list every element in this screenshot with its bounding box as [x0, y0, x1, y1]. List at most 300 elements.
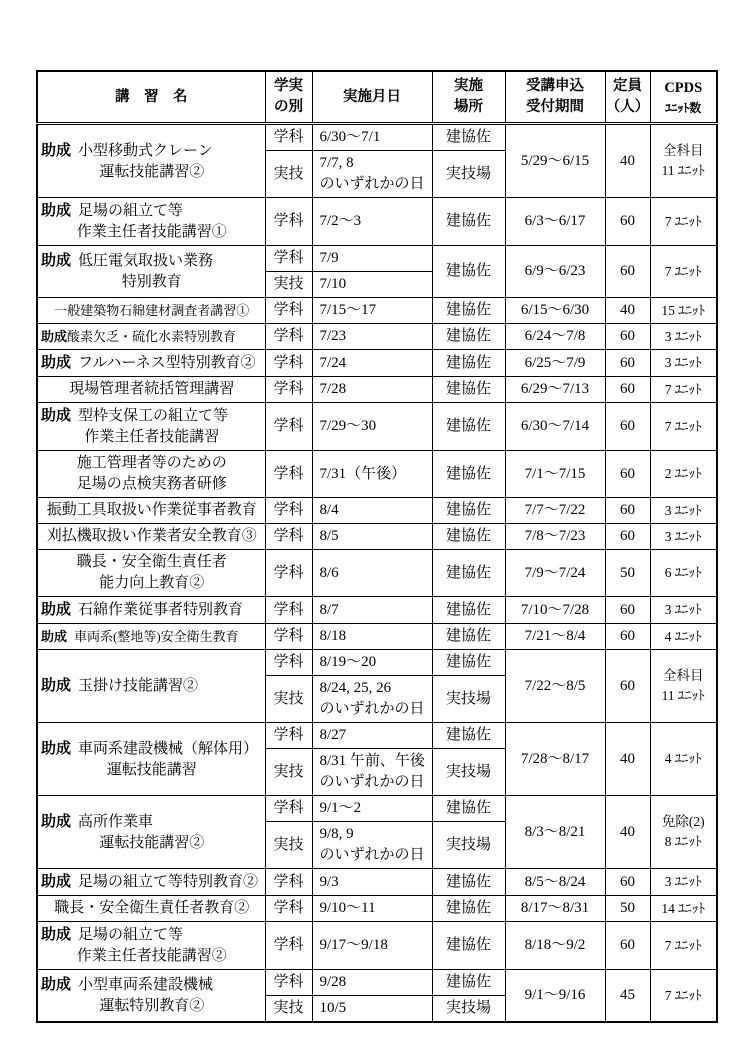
cpds-units-cell	[650, 498, 717, 524]
session-date-cell	[312, 403, 432, 451]
course-row	[37, 451, 717, 498]
cpds-line: 11 ﾕﾆｯﾄ	[661, 163, 705, 178]
course-name-text: 小型車両系建設機械	[78, 977, 214, 993]
course-name-text: 足場の組立て等	[78, 927, 184, 943]
cpds-line: 3 ﾕﾆｯﾄ	[664, 328, 702, 344]
course-name-text: 玉掛け技能講習②	[78, 678, 199, 694]
capacity-cell: 60	[605, 324, 650, 350]
header-venue: 実施 場所	[432, 71, 505, 124]
session-type-cell: 学科	[265, 869, 312, 896]
cpds-line: 3 ﾕﾆｯﾄ	[664, 528, 702, 544]
course-name-text: 車両系(整地等)安全衛生教育	[74, 629, 239, 644]
course-name-cell	[37, 377, 265, 403]
subsidy-badge: 助成	[41, 407, 72, 424]
venue-cell: 建協佐	[432, 298, 505, 324]
cpds-units-cell	[650, 124, 717, 198]
cpds-units-cell	[650, 624, 717, 650]
application-period-cell: 6/29～7/13	[505, 377, 605, 403]
date-line: 7/10	[319, 276, 347, 292]
application-period-cell: 8/17～8/31	[505, 896, 605, 922]
course-row	[37, 650, 717, 676]
capacity-cell: 60	[605, 869, 650, 896]
venue-cell: 実技場	[432, 749, 505, 796]
session-type-cell: 学科	[265, 650, 312, 676]
date-line: 9/10～11	[319, 900, 376, 916]
course-name-line	[41, 871, 263, 893]
course-name-line: 施工管理者等のための	[76, 455, 227, 471]
header-date: 実施月日	[312, 71, 432, 124]
subsidy-badge: 助成	[41, 926, 72, 943]
cpds-units-cell	[650, 922, 717, 970]
session-date-cell	[312, 550, 432, 597]
course-name-cell	[37, 550, 265, 597]
cpds-line: 3 ﾕﾆｯﾄ	[664, 355, 702, 370]
session-type-cell: 学科	[265, 550, 312, 597]
course-name-line: 能力向上教育②	[99, 575, 205, 591]
session-type-cell: 実技	[265, 272, 312, 298]
venue-cell: 建協佐	[432, 970, 505, 996]
course-row	[37, 624, 717, 650]
course-name-line	[41, 675, 263, 697]
cpds-line: 全科目	[663, 668, 704, 683]
course-row	[37, 922, 717, 970]
session-type-cell: 学科	[265, 324, 312, 350]
course-row	[37, 377, 717, 403]
header-lecture-practical: 学実 の別	[265, 71, 312, 124]
cpds-units-cell	[650, 198, 717, 246]
session-date-cell	[312, 922, 432, 970]
application-period-cell: 8/3～8/21	[505, 796, 605, 869]
course-name-line: 職長・安全衛生責任者	[76, 554, 227, 570]
session-type-cell: 学科	[265, 377, 312, 403]
session-type-cell: 学科	[265, 298, 312, 324]
session-type-cell: 学科	[265, 350, 312, 377]
header-course-name: 講 習 名	[37, 71, 265, 124]
subsidy-badge: 助成	[41, 976, 72, 993]
table-header	[37, 71, 717, 124]
date-line: 8/5	[319, 528, 339, 544]
application-period-cell: 7/21～8/4	[505, 624, 605, 650]
capacity-cell: 60	[605, 650, 650, 723]
venue-cell: 建協佐	[432, 922, 505, 970]
date-line: 7/23	[319, 328, 347, 344]
course-name-line: 運転特別教育②	[99, 998, 205, 1014]
cpds-units-cell	[650, 970, 717, 1023]
course-name-cell	[37, 796, 265, 869]
subsidy-badge: 助成	[41, 141, 72, 159]
course-name-cell	[37, 896, 265, 922]
subsidy-badge: 助成	[41, 252, 72, 269]
course-name-line	[41, 200, 263, 222]
capacity-cell: 40	[605, 124, 650, 198]
cpds-units-cell	[650, 796, 717, 869]
cpds-line: 7 ﾕﾆｯﾄ	[664, 418, 702, 434]
course-table-body	[37, 124, 717, 1023]
cpds-line: 3 ﾕﾆｯﾄ	[664, 602, 702, 617]
session-date-cell	[312, 676, 432, 723]
course-name-text: 高所作業車	[78, 813, 154, 830]
cpds-line: 7 ﾕﾆｯﾄ	[664, 381, 702, 397]
session-date-cell	[312, 624, 432, 650]
venue-cell: 実技場	[432, 676, 505, 723]
subsidy-badge: 助成	[41, 202, 72, 219]
date-line: 8/31 午前、午後	[319, 753, 425, 769]
session-date-cell	[312, 124, 432, 151]
session-type-cell: 学科	[265, 498, 312, 524]
header-cpds-units: CPDS ﾕﾆｯﾄ数	[650, 71, 717, 124]
capacity-cell: 40	[605, 723, 650, 796]
session-date-cell	[312, 324, 432, 350]
date-line: のいずれかの日	[319, 847, 425, 863]
venue-cell: 建協佐	[432, 377, 505, 403]
session-type-cell: 学科	[265, 896, 312, 922]
application-period-cell: 6/30～7/14	[505, 403, 605, 451]
course-schedule-table	[36, 70, 718, 1023]
capacity-cell: 60	[605, 597, 650, 624]
course-name-text: 型枠支保工の組立て等	[78, 408, 229, 424]
date-line: 8/7	[319, 601, 339, 618]
cpds-units-cell	[650, 723, 717, 796]
application-period-cell: 8/18～9/2	[505, 922, 605, 970]
date-line: 8/27	[319, 727, 347, 743]
subsidy-badge: 助成	[41, 629, 68, 644]
course-name-line: 運転技能講習②	[99, 163, 205, 180]
venue-cell: 建協佐	[432, 403, 505, 451]
session-type-cell: 実技	[265, 996, 312, 1023]
course-row	[37, 550, 717, 597]
date-line: 7/29～30	[319, 418, 377, 434]
date-line: 6/30～7/1	[319, 129, 381, 145]
cpds-units-cell	[650, 597, 717, 624]
cpds-units-cell	[650, 550, 717, 597]
course-name-text: 車両系建設機械（解体用）	[78, 740, 259, 757]
cpds-units-cell	[650, 451, 717, 498]
course-name-line	[41, 250, 263, 272]
course-name-line	[41, 326, 263, 347]
cpds-units-cell	[650, 524, 717, 550]
session-date-cell	[312, 869, 432, 896]
session-date-cell	[312, 996, 432, 1023]
capacity-cell: 40	[605, 298, 650, 324]
application-period-cell: 7/1～7/15	[505, 451, 605, 498]
venue-cell: 建協佐	[432, 524, 505, 550]
header-row	[37, 71, 717, 124]
capacity-cell: 60	[605, 498, 650, 524]
date-line: 8/4	[319, 502, 339, 518]
date-line: 9/28	[319, 974, 347, 990]
capacity-cell: 60	[605, 403, 650, 451]
session-date-cell	[312, 822, 432, 869]
venue-cell: 建協佐	[432, 246, 505, 298]
course-name-text: 石綿作業従事者特別教育	[78, 602, 244, 618]
application-period-cell: 7/28～8/17	[505, 723, 605, 796]
date-line: 9/8, 9	[319, 826, 354, 842]
capacity-cell: 60	[605, 246, 650, 298]
date-line: 8/6	[319, 564, 339, 581]
subsidy-badge: 助成	[41, 329, 68, 344]
session-date-cell	[312, 896, 432, 922]
course-name-line	[41, 974, 263, 996]
date-line: 9/3	[319, 873, 339, 890]
cpds-units-cell	[650, 246, 717, 298]
capacity-cell: 60	[605, 350, 650, 377]
application-period-cell: 6/24～7/8	[505, 324, 605, 350]
session-date-cell	[312, 298, 432, 324]
course-name-line: 一般建築物石綿建材調査者講習①	[54, 303, 250, 318]
application-period-cell: 7/10～7/28	[505, 597, 605, 624]
date-line: 7/2～3	[319, 213, 362, 229]
course-name-cell	[37, 246, 265, 298]
session-date-cell	[312, 723, 432, 749]
session-date-cell	[312, 650, 432, 676]
capacity-cell: 60	[605, 451, 650, 498]
application-period-cell: 6/25～7/9	[505, 350, 605, 377]
application-period-cell: 5/29～6/15	[505, 124, 605, 198]
subsidy-badge: 助成	[41, 677, 72, 694]
capacity-cell: 50	[605, 896, 650, 922]
header-application-period: 受講申込 受付期間	[505, 71, 605, 124]
course-row	[37, 896, 717, 922]
course-name-line	[41, 405, 263, 427]
session-date-cell	[312, 272, 432, 298]
session-date-cell	[312, 749, 432, 796]
application-period-cell: 7/7～7/22	[505, 498, 605, 524]
venue-cell: 建協佐	[432, 198, 505, 246]
subsidy-badge: 助成	[41, 739, 72, 757]
course-name-cell	[37, 597, 265, 624]
course-name-cell	[37, 922, 265, 970]
session-date-cell	[312, 198, 432, 246]
session-type-cell: 学科	[265, 403, 312, 451]
course-name-cell	[37, 324, 265, 350]
course-name-cell	[37, 869, 265, 896]
capacity-cell: 60	[605, 624, 650, 650]
course-name-line	[41, 924, 263, 946]
course-name-cell	[37, 650, 265, 723]
course-name-cell	[37, 298, 265, 324]
course-row	[37, 869, 717, 896]
capacity-cell: 60	[605, 377, 650, 403]
session-date-cell	[312, 350, 432, 377]
venue-cell: 建協佐	[432, 624, 505, 650]
date-line: 9/1～2	[319, 800, 362, 816]
application-period-cell: 6/15～6/30	[505, 298, 605, 324]
course-name-text: 低圧電気取扱い業務	[78, 253, 214, 269]
cpds-units-cell	[650, 869, 717, 896]
session-type-cell: 学科	[265, 796, 312, 822]
application-period-cell: 6/3～6/17	[505, 198, 605, 246]
application-period-cell: 8/5～8/24	[505, 869, 605, 896]
course-name-line	[41, 626, 263, 647]
course-name-text: 足場の組立て等	[78, 203, 184, 219]
cpds-line: 4 ﾕﾆｯﾄ	[664, 628, 702, 644]
cpds-units-cell	[650, 350, 717, 377]
subsidy-badge: 助成	[41, 873, 72, 890]
course-row	[37, 298, 717, 324]
cpds-line: 7 ﾕﾆｯﾄ	[664, 987, 702, 1003]
venue-cell: 建協佐	[432, 796, 505, 822]
date-line: 7/24	[319, 354, 347, 371]
capacity-cell: 60	[605, 524, 650, 550]
cpds-line: 7 ﾕﾆｯﾄ	[664, 937, 702, 953]
session-type-cell: 実技	[265, 151, 312, 198]
venue-cell: 建協佐	[432, 324, 505, 350]
course-row	[37, 524, 717, 550]
course-name-cell	[37, 124, 265, 198]
course-row	[37, 124, 717, 151]
venue-cell: 建協佐	[432, 124, 505, 151]
course-name-cell	[37, 723, 265, 796]
cpds-units-cell	[650, 298, 717, 324]
header-capacity: 定員 （人）	[605, 71, 650, 124]
course-name-line: 作業主任者技能講習	[84, 429, 220, 445]
application-period-cell: 7/22～8/5	[505, 650, 605, 723]
venue-cell: 建協佐	[432, 350, 505, 377]
session-type-cell: 学科	[265, 597, 312, 624]
course-name-text: 酸素欠乏・硫化水素特別教育	[67, 329, 237, 344]
session-type-cell: 実技	[265, 822, 312, 869]
cpds-line: 全科目	[663, 143, 704, 158]
date-line: 8/18	[319, 628, 347, 644]
course-name-cell	[37, 498, 265, 524]
cpds-line: 4 ﾕﾆｯﾄ	[664, 751, 702, 766]
course-name-text: 足場の組立て等特別教育②	[78, 874, 259, 890]
session-type-cell: 学科	[265, 124, 312, 151]
venue-cell: 建協佐	[432, 869, 505, 896]
capacity-cell: 60	[605, 198, 650, 246]
application-period-cell: 6/9～6/23	[505, 246, 605, 298]
date-line: 7/7, 8	[319, 155, 354, 171]
course-name-line: 現場管理者統括管理講習	[69, 381, 235, 397]
cpds-line: 2 ﾕﾆｯﾄ	[664, 466, 702, 481]
cpds-line: 7 ﾕﾆｯﾄ	[664, 213, 702, 229]
session-type-cell: 学科	[265, 524, 312, 550]
session-type-cell: 実技	[265, 749, 312, 796]
course-name-text: フルハーネス型特別教育②	[78, 355, 256, 371]
course-name-line: 刈払機取扱い作業者安全教育③	[46, 528, 257, 544]
date-line: 9/17～9/18	[319, 937, 388, 953]
date-line: 7/28	[319, 381, 347, 397]
venue-cell: 建協佐	[432, 550, 505, 597]
venue-cell: 実技場	[432, 822, 505, 869]
session-date-cell	[312, 498, 432, 524]
venue-cell: 実技場	[432, 151, 505, 198]
session-date-cell	[312, 377, 432, 403]
date-line: 7/15～17	[319, 302, 377, 318]
session-type-cell: 学科	[265, 970, 312, 996]
cpds-line: 6 ﾕﾆｯﾄ	[664, 565, 702, 580]
subsidy-badge: 助成	[41, 812, 72, 830]
course-name-line: 作業主任者技能講習②	[76, 948, 227, 964]
course-name-cell	[37, 350, 265, 377]
session-type-cell: 学科	[265, 922, 312, 970]
course-name-line: 職長・安全衛生責任者教育②	[54, 900, 250, 916]
cpds-line: 15 ﾕﾆｯﾄ	[661, 302, 706, 318]
cpds-line: 11 ﾕﾆｯﾄ	[661, 688, 705, 703]
venue-cell: 建協佐	[432, 498, 505, 524]
course-name-cell	[37, 198, 265, 246]
course-row	[37, 796, 717, 822]
course-name-cell	[37, 624, 265, 650]
course-name-line	[41, 599, 263, 621]
course-row	[37, 498, 717, 524]
cpds-line: 14 ﾕﾆｯﾄ	[661, 900, 706, 916]
course-name-cell	[37, 403, 265, 451]
session-date-cell	[312, 524, 432, 550]
course-row	[37, 597, 717, 624]
application-period-cell: 7/8～7/23	[505, 524, 605, 550]
application-period-cell: 9/1～9/16	[505, 970, 605, 1023]
venue-cell: 建協佐	[432, 723, 505, 749]
session-date-cell	[312, 151, 432, 198]
session-date-cell	[312, 246, 432, 272]
course-name-line: 足場の点検実務者研修	[76, 476, 227, 492]
cpds-units-cell	[650, 650, 717, 723]
course-row	[37, 246, 717, 272]
cpds-units-cell	[650, 377, 717, 403]
date-line: のいずれかの日	[319, 176, 425, 192]
course-name-cell	[37, 524, 265, 550]
venue-cell: 建協佐	[432, 650, 505, 676]
session-type-cell: 学科	[265, 198, 312, 246]
course-row	[37, 403, 717, 451]
subsidy-badge: 助成	[41, 601, 72, 618]
session-type-cell: 実技	[265, 676, 312, 723]
course-name-line: 振動工具取扱い作業従事者教育	[46, 502, 257, 518]
venue-cell: 建協佐	[432, 896, 505, 922]
course-name-line: 作業主任者技能講習①	[76, 224, 227, 240]
course-name-line: 特別教育	[121, 274, 182, 290]
course-name-line	[41, 352, 263, 374]
course-name-line: 運転技能講習②	[99, 834, 205, 851]
course-name-cell	[37, 451, 265, 498]
cpds-line: 7 ﾕﾆｯﾄ	[664, 263, 702, 279]
cpds-units-cell	[650, 324, 717, 350]
application-period-cell: 7/9～7/24	[505, 550, 605, 597]
date-line: 8/24, 25, 26	[319, 680, 392, 696]
venue-cell: 建協佐	[432, 597, 505, 624]
course-name-line: 運転技能講習	[106, 761, 197, 778]
course-row	[37, 198, 717, 246]
course-row	[37, 970, 717, 996]
session-type-cell: 学科	[265, 723, 312, 749]
course-name-line	[41, 140, 263, 162]
subsidy-badge: 助成	[41, 354, 72, 371]
capacity-cell: 50	[605, 550, 650, 597]
date-line: のいずれかの日	[319, 774, 425, 790]
cpds-units-cell	[650, 896, 717, 922]
cpds-line: 8 ﾕﾆｯﾄ	[664, 834, 702, 849]
date-line: 7/31（午後）	[319, 465, 407, 482]
session-date-cell	[312, 597, 432, 624]
date-line: 7/9	[319, 250, 339, 266]
cpds-line: 免除(2)	[661, 814, 705, 829]
session-date-cell	[312, 451, 432, 498]
session-type-cell: 学科	[265, 246, 312, 272]
course-row	[37, 723, 717, 749]
session-date-cell	[312, 796, 432, 822]
cpds-units-cell	[650, 403, 717, 451]
capacity-cell: 60	[605, 922, 650, 970]
capacity-cell: 45	[605, 970, 650, 1023]
course-name-line	[41, 811, 263, 833]
date-line: 8/19～20	[319, 654, 377, 670]
course-row	[37, 350, 717, 377]
date-line: 10/5	[319, 1000, 347, 1016]
cpds-line: 3 ﾕﾆｯﾄ	[664, 874, 702, 889]
course-name-cell	[37, 970, 265, 1023]
venue-cell: 実技場	[432, 996, 505, 1023]
